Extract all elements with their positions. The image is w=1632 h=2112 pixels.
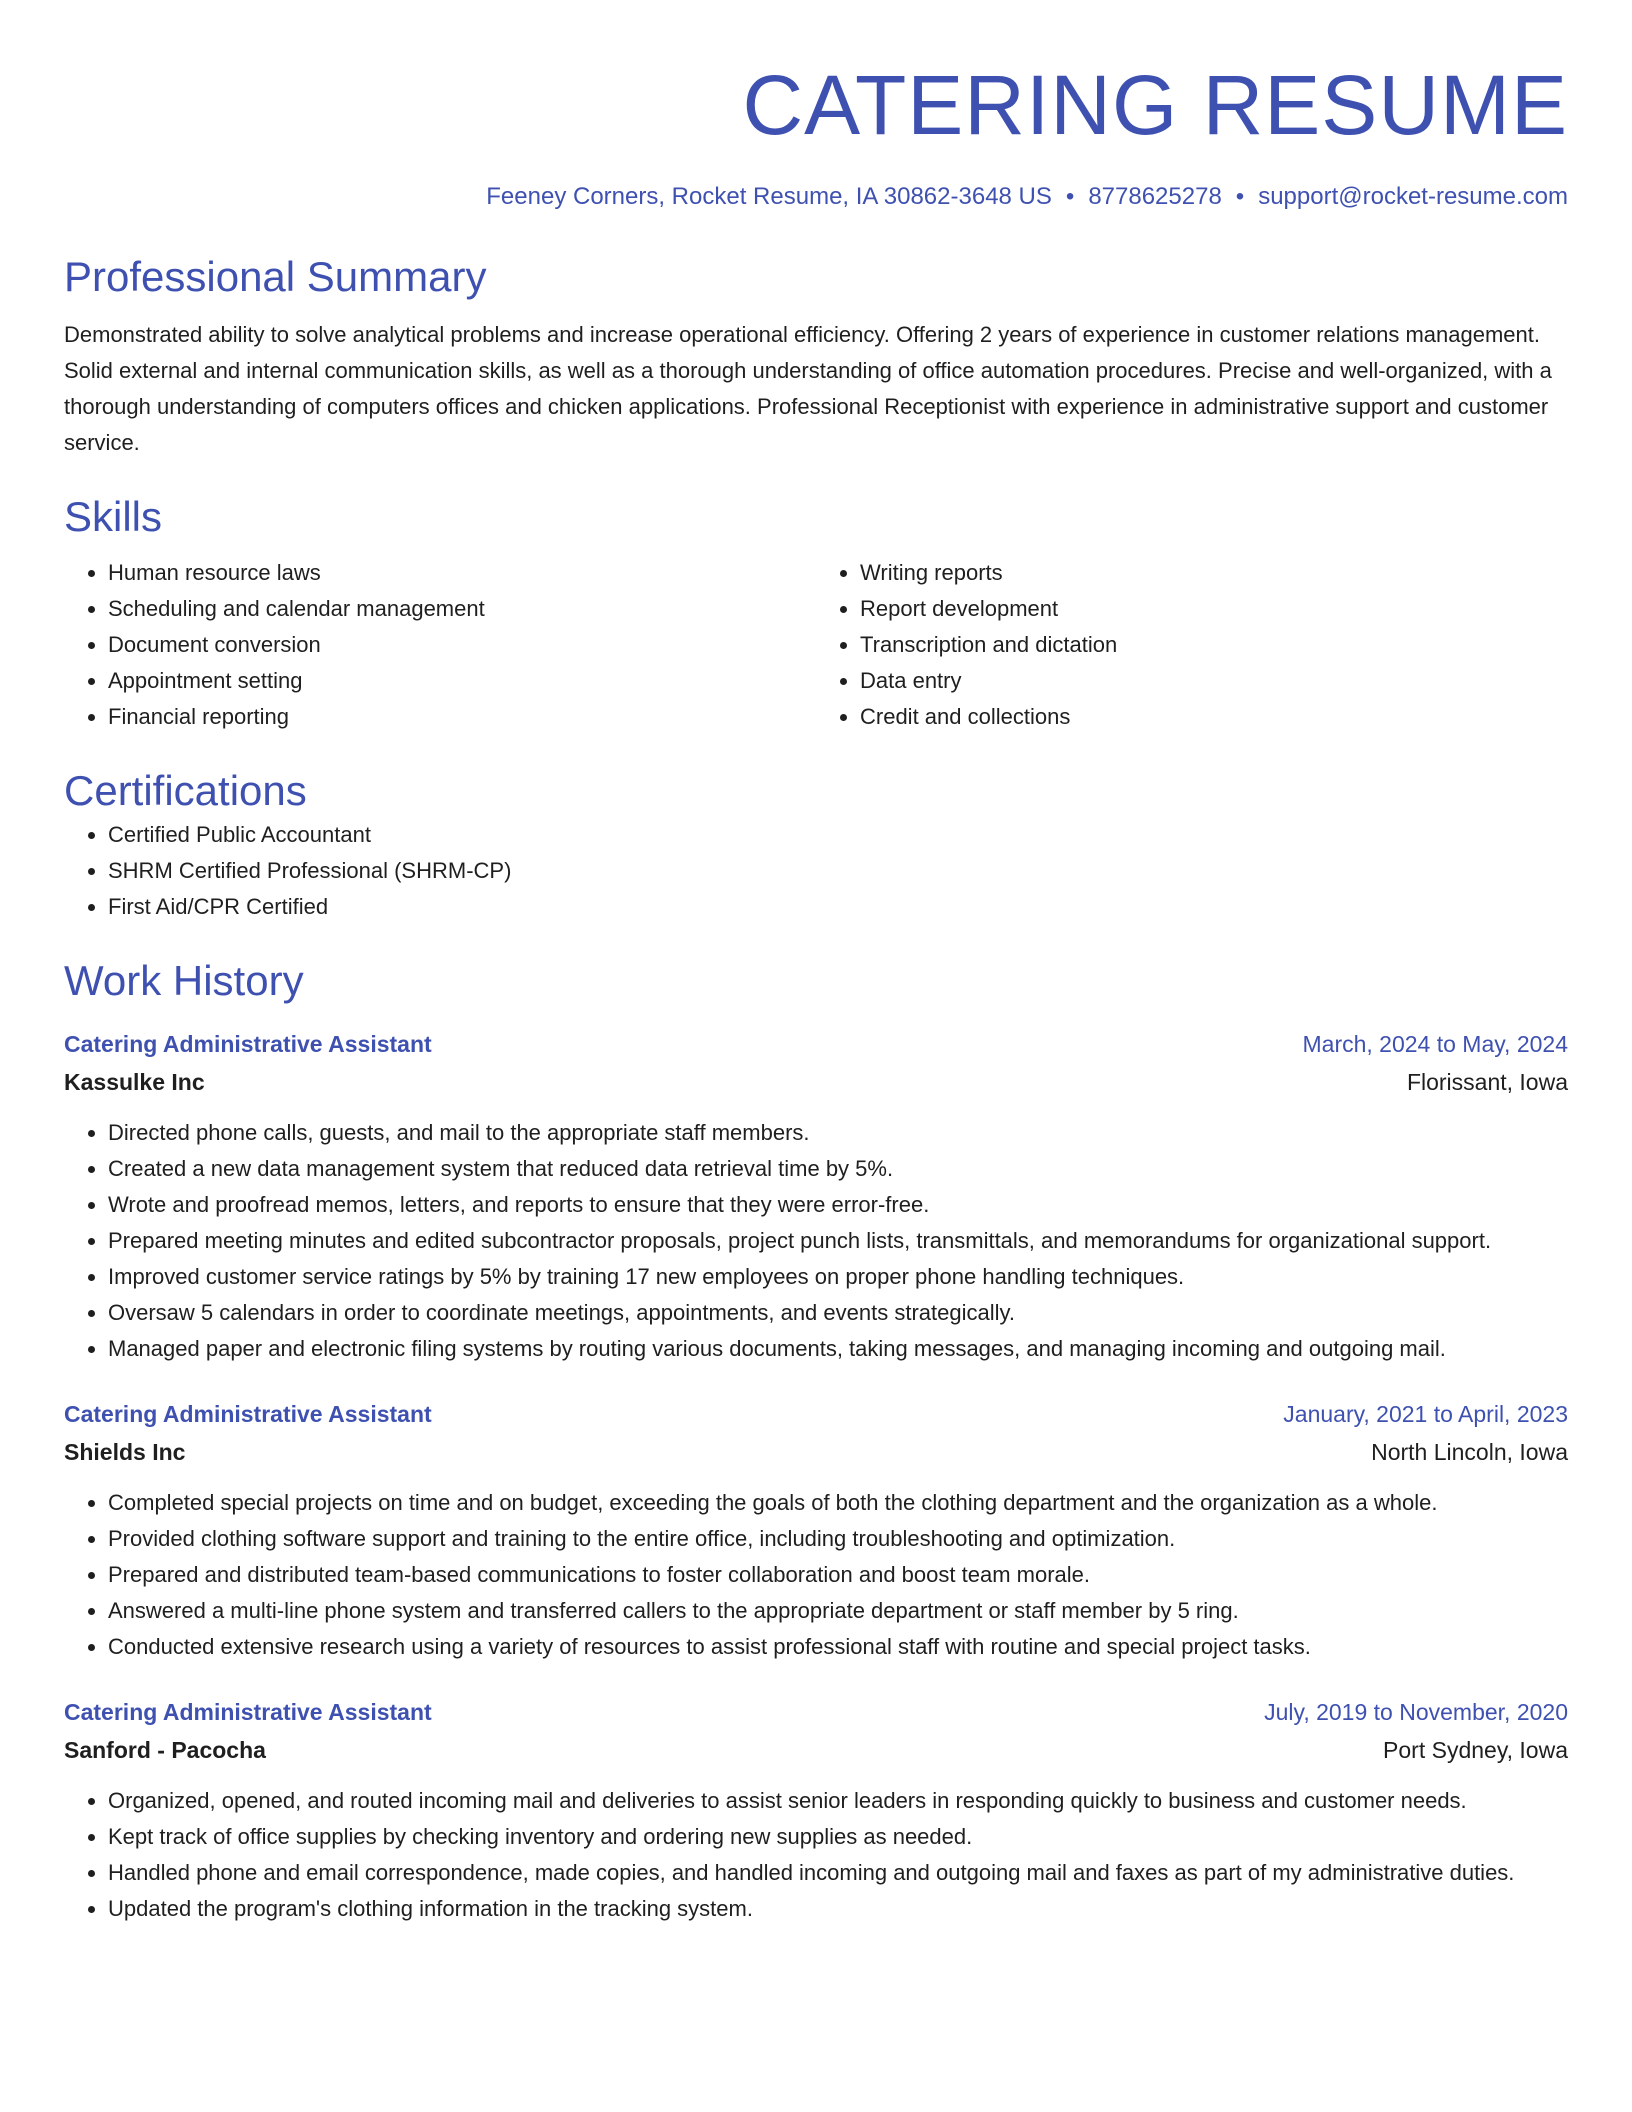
resume-name: CATERING RESUME	[742, 58, 1568, 152]
job-bullet: • Oversaw 5 calendars in order to coordinate meetings, appointments, and events strategically.	[108, 1295, 1568, 1331]
certifications-heading: Certifications	[64, 767, 307, 814]
skills-column-left	[64, 555, 816, 735]
job-title-row	[64, 1693, 1568, 1731]
skills-heading: Skills	[64, 493, 163, 540]
job-title: Catering Administrative Assistant	[64, 1031, 432, 1057]
contact-separator: •	[1235, 183, 1245, 210]
job-bullet: • Prepared meeting minutes and edited subcontractor proposals, project punch lists, transmittals, and memorandums for organizational support.	[108, 1223, 1568, 1259]
job-dates: July, 2019 to November, 2020	[1264, 1699, 1568, 1725]
job-bullet: • Directed phone calls, guests, and mail to the appropriate staff members.	[108, 1115, 1568, 1151]
skill-item: • Financial reporting	[108, 699, 816, 735]
resume-header	[64, 55, 1568, 213]
skill-item: • Data entry	[860, 663, 1568, 699]
job-company: Shields Inc	[64, 1439, 186, 1465]
job-bullets	[64, 1115, 1568, 1367]
summary-heading: Professional Summary	[64, 253, 487, 300]
job-company-row	[64, 1731, 1568, 1769]
skill-item: • Appointment setting	[108, 663, 816, 699]
job-bullet: • Organized, opened, and routed incoming mail and deliveries to assist senior leaders in responding quickly to business and customer needs.	[108, 1783, 1568, 1819]
job-bullet: • Created a new data management system that reduced data retrieval time by 5%.	[108, 1151, 1568, 1187]
job-bullet: • Kept track of office supplies by checking inventory and ordering new supplies as needed.	[108, 1819, 1568, 1855]
skill-item: • Report development	[860, 591, 1568, 627]
certification-item: • First Aid/CPR Certified	[108, 889, 1568, 925]
skill-item: • Writing reports	[860, 555, 1568, 591]
contact-phone[interactable]: 8778625278	[1088, 183, 1222, 210]
contact-line	[64, 181, 1568, 213]
skills-column-right	[816, 555, 1568, 735]
contact-address: Feeney Corners, Rocket Resume, IA 30862-3648 US	[486, 183, 1052, 210]
job-bullet: • Handled phone and email correspondence, made copies, and handled incoming and outgoing mail and faxes as part of my administrative duties.	[108, 1855, 1568, 1891]
contact-email[interactable]: support@rocket-resume.com	[1258, 183, 1568, 210]
skill-item: • Scheduling and calendar management	[108, 591, 816, 627]
skill-item: • Human resource laws	[108, 555, 816, 591]
skill-item: • Credit and collections	[860, 699, 1568, 735]
certification-item: • SHRM Certified Professional (SHRM-CP)	[108, 853, 1568, 889]
job-company: Kassulke Inc	[64, 1069, 205, 1095]
job-company: Sanford - Pacocha	[64, 1737, 266, 1763]
work-history-heading: Work History	[64, 957, 304, 1004]
job-company-row	[64, 1063, 1568, 1101]
job-bullet: • Answered a multi-line phone system and transferred callers to the appropriate department or staff member by 5 ring.	[108, 1593, 1568, 1629]
job-title: Catering Administrative Assistant	[64, 1401, 432, 1427]
job-entry	[64, 1025, 1568, 1367]
job-bullet: • Completed special projects on time and on budget, exceeding the goals of both the clothing department and the organization as a whole.	[108, 1485, 1568, 1521]
job-bullet: • Managed paper and electronic filing systems by routing various documents, taking messages, and managing incoming and outgoing mail.	[108, 1331, 1568, 1367]
job-company-row	[64, 1433, 1568, 1471]
job-location: Port Sydney, Iowa	[1383, 1737, 1568, 1763]
skill-item: • Transcription and dictation	[860, 627, 1568, 663]
job-bullet: • Improved customer service ratings by 5% by training 17 new employees on proper phone handling techniques.	[108, 1259, 1568, 1295]
skill-item: • Document conversion	[108, 627, 816, 663]
job-dates: January, 2021 to April, 2023	[1283, 1401, 1568, 1427]
job-entry	[64, 1395, 1568, 1665]
job-bullets	[64, 1485, 1568, 1665]
job-bullets	[64, 1783, 1568, 1927]
job-bullet: • Provided clothing software support and training to the entire office, including troubleshooting and optimization.	[108, 1521, 1568, 1557]
skills-list	[64, 555, 1568, 735]
job-bullet: • Wrote and proofread memos, letters, and reports to ensure that they were error-free.	[108, 1187, 1568, 1223]
job-title-row	[64, 1025, 1568, 1063]
job-dates: March, 2024 to May, 2024	[1302, 1031, 1568, 1057]
certifications-list	[64, 817, 1568, 925]
job-bullet: • Updated the program's clothing information in the tracking system.	[108, 1891, 1568, 1927]
contact-separator: •	[1065, 183, 1075, 210]
job-bullet: • Conducted extensive research using a variety of resources to assist professional staff with routine and special project tasks.	[108, 1629, 1568, 1665]
job-title: Catering Administrative Assistant	[64, 1699, 432, 1725]
job-bullet: • Prepared and distributed team-based communications to foster collaboration and boost team morale.	[108, 1557, 1568, 1593]
summary-text: Demonstrated ability to solve analytical problems and increase operational efficiency. Offering 2 years of experience in customer relations management. Solid external and internal communication skills, as well as a thorough understanding of office automation procedures. Precise and well-organized, with a thorough understanding of computers offices and chicken applications. Professional Receptionist with experience in administrative support and customer service.	[64, 322, 1552, 455]
certification-item: • Certified Public Accountant	[108, 817, 1568, 853]
job-title-row	[64, 1395, 1568, 1433]
job-location: North Lincoln, Iowa	[1371, 1439, 1568, 1465]
job-location: Florissant, Iowa	[1406, 1069, 1568, 1095]
job-entry	[64, 1693, 1568, 1927]
